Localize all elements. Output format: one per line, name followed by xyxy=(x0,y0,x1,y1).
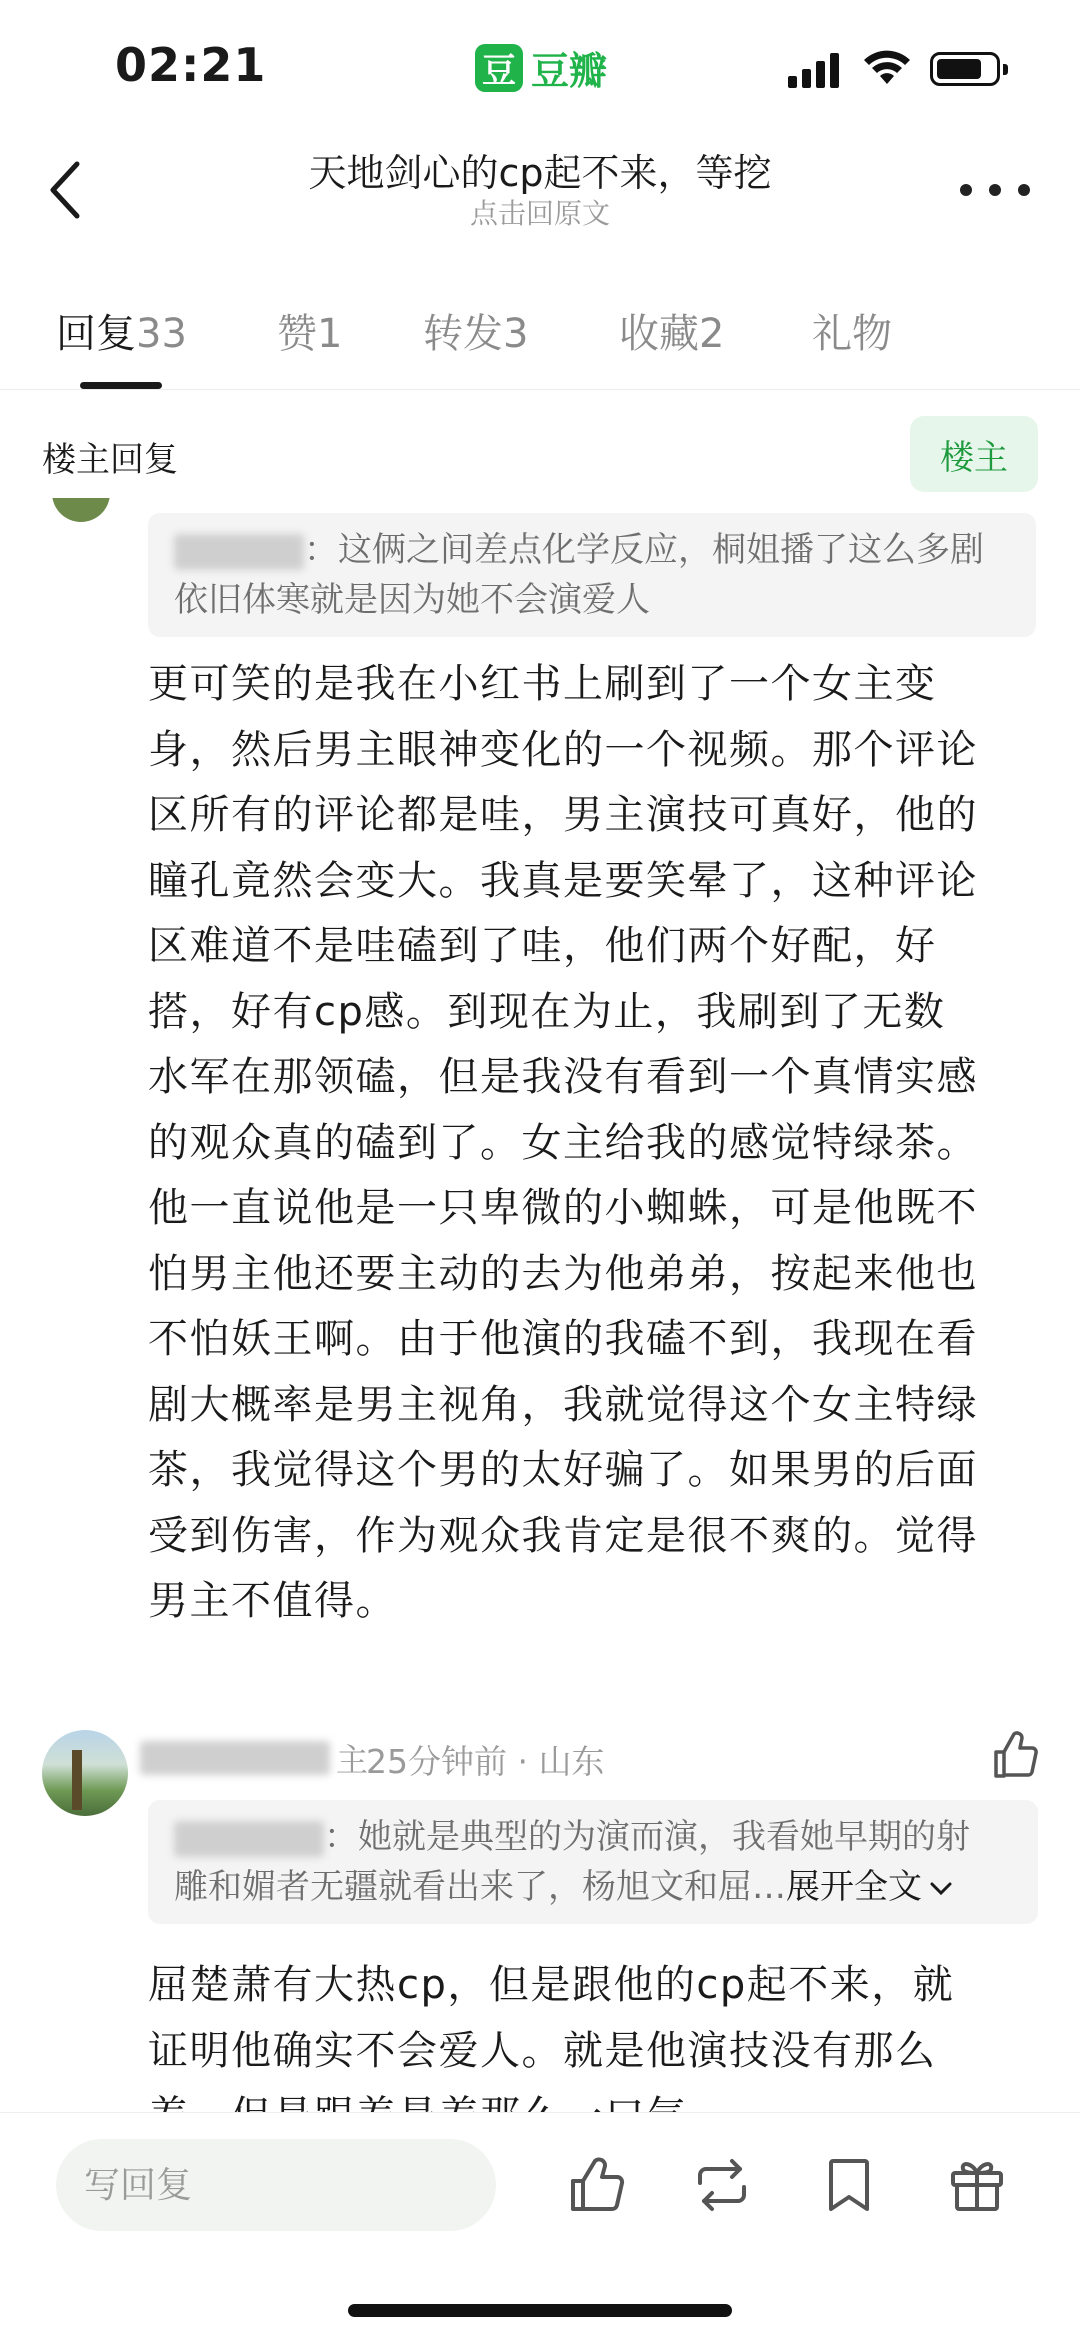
quoted-reply[interactable]: ：她就是典型的为演而演，我看她早期的射 雕和媚者无疆就看出来了，杨旭文和屈…展开全文 xyxy=(148,1800,1038,1924)
tab-likes[interactable]: 赞1 xyxy=(277,311,343,357)
app-badge xyxy=(475,40,607,95)
owner-filter-button[interactable]: 楼主 xyxy=(910,416,1038,492)
quote-text: ：这俩之间差点化学反应，桐姐播了这么多剧依旧体寒就是因为她不会演爱人 xyxy=(174,530,984,620)
comment-meta: 25分钟前 · 山东 xyxy=(366,1742,605,1781)
active-tab-indicator xyxy=(80,382,162,389)
expand-full-text-link[interactable]: 展开全文 xyxy=(786,1867,954,1907)
bottom-action-bar xyxy=(0,2112,1080,2337)
signal-icon xyxy=(788,52,839,88)
douban-logo-icon: 豆 xyxy=(475,44,523,92)
tab-favorites[interactable]: 收藏2 xyxy=(619,311,725,357)
tab-bar xyxy=(0,290,1080,390)
reply-input[interactable] xyxy=(56,2139,496,2231)
quoted-reply[interactable] xyxy=(148,513,1036,637)
avatar[interactable] xyxy=(52,498,110,522)
bookmark-icon[interactable] xyxy=(817,2153,881,2217)
repost-icon[interactable] xyxy=(690,2153,754,2217)
owner-reply-label: 楼主回复 xyxy=(42,440,178,480)
app-name: 豆瓣 xyxy=(531,49,608,93)
status-time: 02:21 xyxy=(115,38,267,92)
gift-icon[interactable] xyxy=(945,2153,1009,2217)
blurred-username xyxy=(140,1741,330,1775)
back-to-original-link[interactable]: 点击回原文 xyxy=(469,197,610,230)
avatar[interactable] xyxy=(42,1730,128,1816)
comment-body: 更可笑的是我在小红书上刷到了一个女主变 身，然后男主眼神变化的一个视频。那个评论 区所有的评论都是哇，男主演技可真好，他的 瞳孔竟然会变大。我真是要笑晕了，这种评论 区难道不是哇磕到了哇，他们两个好配，好 搭，好有cp感。到现在为止，我刷到了无数 水军在那领磕，但是我没有看到一个真情实感 的观众真的磕到了。女主给我的感觉特绿茶。 他一直说他是一只卑微的小蜘蛛，可是他既不 怕男主他还要主动的去为他弟弟，按起来他也 不怕妖王啊。由于他演的我磕不到，我现在看 剧大概率是男主视角，我就觉得这个女主特绿 茶，我觉得这个男的太好骗了。如果男的后面 受到伤害，作为观众我肯定是很不爽的。觉得 男主不值得。 xyxy=(148,661,978,1624)
page-title: 天地剑心的cp起不来，等挖 xyxy=(308,151,772,195)
like-icon[interactable] xyxy=(990,1728,1040,1782)
chevron-down-icon xyxy=(928,1878,954,1898)
tab-replies[interactable]: 回复33 xyxy=(56,311,187,357)
commenter-name[interactable]: 主 xyxy=(140,1738,368,1778)
home-indicator[interactable] xyxy=(348,2304,732,2317)
wifi-icon xyxy=(862,48,912,88)
tab-gifts[interactable]: 礼物 xyxy=(812,311,892,357)
blurred-username xyxy=(174,534,304,570)
like-icon[interactable] xyxy=(565,2153,629,2217)
battery-icon xyxy=(930,52,1000,86)
owner-reply-bar xyxy=(0,410,1080,490)
comment-body: 屈楚萧有大热cp，但是跟他的cp起不来，就 证明他确实不会爱人。就是他演技没有那么 xyxy=(148,1962,955,2074)
tab-reposts[interactable]: 转发3 xyxy=(423,311,529,357)
blurred-username xyxy=(174,1821,324,1857)
nav-bar xyxy=(0,130,1080,250)
more-options-icon[interactable] xyxy=(960,170,1030,210)
status-bar xyxy=(0,0,1080,130)
